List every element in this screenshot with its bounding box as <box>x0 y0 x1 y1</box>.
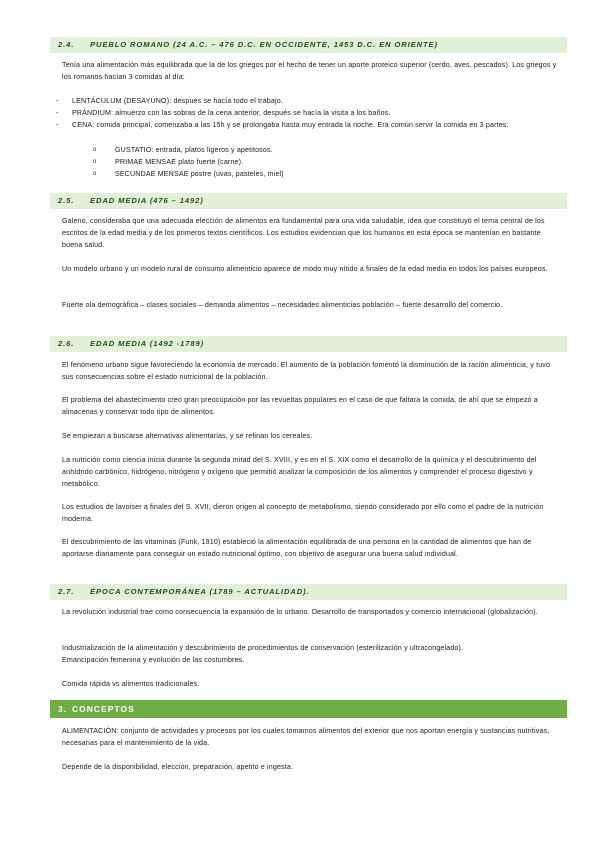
paragraph: Emancipación femenina y evolución de las costumbres. <box>62 656 245 664</box>
section-number: 3. <box>58 704 68 714</box>
paragraph: El fenómeno urbano sigue favoreciendo la economía de mercado. El aumento de la población fomentó la disminución de la ración alimenticia, y tuvo sus consecuencias sobre el estado nutricional de la población. <box>62 361 551 381</box>
sub-list-item: GUSTATIO: entrada, platos ligeros y apetitosos. <box>115 146 273 154</box>
section-title: EDAD MEDIA (1492 -1789) <box>90 339 205 348</box>
bullet-dash: - <box>56 97 59 105</box>
sub-list-item: PRIMAE MENSAE plato fuerte (carne). <box>115 158 244 166</box>
paragraph: La revolución industrial trae como consecuencia la expansión de lo urbano. Desarrollo de transportados y comercio internacional (globalización). <box>62 608 538 616</box>
paragraph: Comida rápida vs alimentos tradicionales. <box>62 680 200 688</box>
list-item: LENTÁCULUM (DESAYUNO): después se hacía todo el trabajo. <box>72 97 283 105</box>
bullet-circle: o <box>93 159 97 165</box>
list-item: PRÁNDIUM: almuerzo con las sobras de la cena anterior, después se hacía la visita a los baños. <box>72 109 391 117</box>
paragraph: Se empiezan a buscarse alternativas alimentarias, y se refinan los cereales. <box>62 432 313 440</box>
paragraph: Industrialización de la alimentación y descubrimiento de procedimientos de conservación (esterilización y ultracongelado). <box>62 644 464 652</box>
sub-list-item: SECUNDAE MENSAE postre (uvas, pasteles, miel) <box>115 170 284 178</box>
section-title: PUEBLO ROMANO (24 A.C. – 476 D.C. EN OCCIDENTE, 1453 D.C. EN ORIENTE) <box>90 40 438 49</box>
paragraph: El descubrimiento de las vitaminas (Funk, 1910) estableció la alimentación equilibrada de una persona en la cantidad de alimentos que han de aportarse diariamente para conseguir un estado nutricional óptimo, con objetivo de asegurar una buena salud individual. <box>62 538 532 558</box>
section-title: ÉPOCA CONTEMPORÁNEA (1789 – ACTUALIDAD). <box>90 587 310 596</box>
paragraph: Fuerte ola demográfica – clases sociales – demanda alimentos – necesidades alimenticias población – fuerte desarrollo del comercio. <box>62 301 503 309</box>
paragraph: Tenía una alimentación más equilibrada que la de los griegos por el hecho de tener un aporte proteico superior (cerdo, aves, pescados). Los griegos y los romanos hacían 3 comidas al día: <box>62 61 557 81</box>
bullet-dash: - <box>56 121 59 129</box>
paragraph: La nutrición como ciencia inicia durante la segunda mitad del S. XVIII, y es en el S. XIX como el desarrollo de la química y el descubrimiento del anhídrido carbónico, hidrógeno, nitrógeno y oxígeno que permitió analizar la composición de los alimentos y comprender el proceso digestivo y metabólico. <box>62 456 537 488</box>
list-item: CENA: comida principal, comenzaba a las 15h y se prolongaba hasta muy entrada la noche. Era común servir la comida en 3 partes: <box>72 121 509 129</box>
paragraph: Depende de la disponibilidad, elección, preparación, apetito e ingesta. <box>62 763 294 771</box>
section-number: 2.4. <box>58 40 75 49</box>
bullet-circle: o <box>93 171 97 177</box>
section-number: 2.7. <box>58 587 75 596</box>
section-title: CONCEPTOS <box>72 704 135 714</box>
section-2-6-heading <box>50 336 567 352</box>
bullet-circle: o <box>93 147 97 153</box>
paragraph: Un modelo urbano y un modelo rural de consumo alimenticio aparece de modo muy nítido a finales de la edad media en todos los países europeos. <box>62 265 548 273</box>
section-number: 2.5. <box>58 196 75 205</box>
paragraph: ALIMENTACIÓN: conjunto de actividades y procesos por los cuales tomamos alimentos del exterior que nos aportan energía y sustancias nutritivas, necesarias para el mantenimiento de la vida. <box>62 727 550 747</box>
paragraph: El problema del abastecimiento creo gran preocupación por las revueltas populares en el caso de que faltara la comida, de ahí que se empezó a almacenas y conservar todo tipo de alimentos. <box>62 396 538 416</box>
paragraph: Galeno, consideraba que una adecuada elección de alimentos era fundamental para una vida saludable, idea que constituyó el tema central de los escritos de la edad media y de los primeros textos científicos. Los estudios evidencian que los humanos en esta época se mantenían en bastante buena salud. <box>62 217 545 249</box>
section-2-5-heading <box>50 193 567 209</box>
section-3-heading <box>50 700 567 718</box>
paragraph: Los estudios de lavoiser a finales del S. XVII, dieron origen al concepto de metabolismo, siendo considerado por ello como el padre de la nutrición moderna. <box>62 503 544 523</box>
section-title: EDAD MEDIA (476 – 1492) <box>90 196 204 205</box>
bullet-dash: - <box>56 109 59 117</box>
section-2-4-heading <box>50 37 567 53</box>
section-2-7-heading <box>50 584 567 600</box>
section-number: 2.6. <box>58 339 75 348</box>
